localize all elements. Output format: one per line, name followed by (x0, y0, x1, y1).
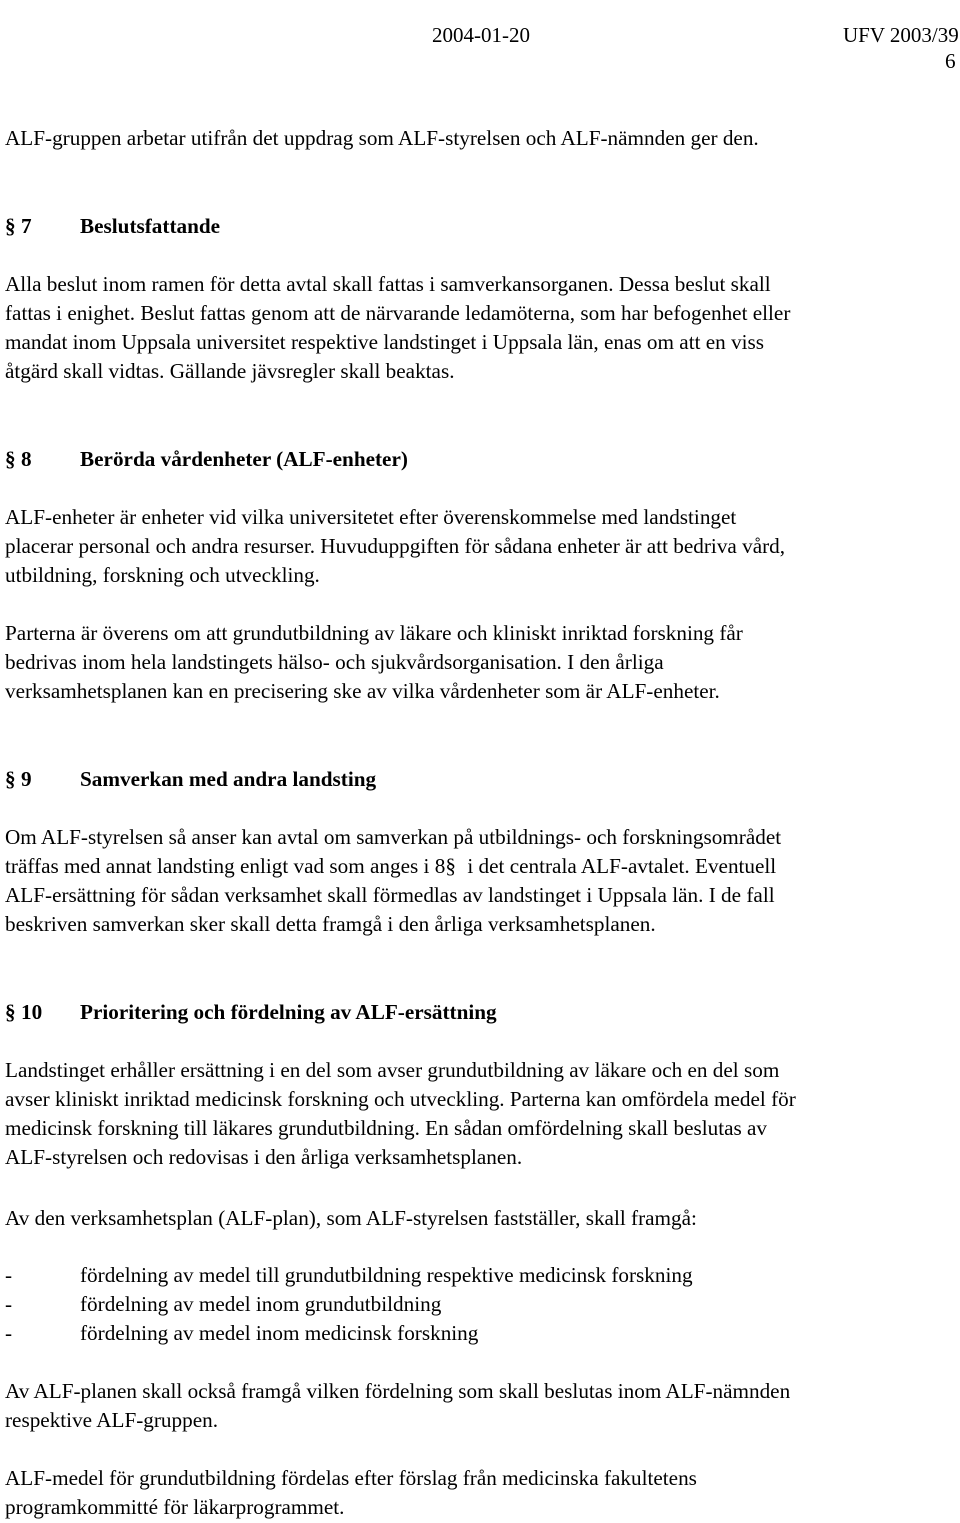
section-title: Berörda vårdenheter (ALF-enheter) (80, 447, 408, 471)
intro-paragraph (5, 124, 955, 153)
section-9-paragraph (5, 823, 955, 939)
list-marker: - (5, 1292, 13, 1316)
text-line: ALF-ersättning för sådan verksamhet skall förmedlas av landstinget i Uppsala län. I de fall (5, 883, 775, 907)
section-number: 8 (21, 447, 32, 471)
section-10-heading (5, 997, 497, 1027)
text-line: ALF-styrelsen och redovisas i den årliga verksamhetsplanen. (5, 1145, 523, 1169)
section-title: Beslutsfattande (80, 214, 221, 238)
list-marker: - (5, 1263, 13, 1287)
text-line: Alla beslut inom ramen för detta avtal skall fattas i samverkansorganen. Dessa beslut skall (5, 272, 771, 296)
section-8-heading (5, 444, 408, 474)
section-7-heading (5, 211, 220, 241)
section-title: Samverkan med andra landsting (80, 767, 377, 791)
text-line: bedrivas inom hela landstingets hälso- och sjukvårdsorganisation. I den årliga (5, 650, 664, 674)
section-number: 7 (21, 214, 32, 238)
document-reference: UFV 2003/39 (843, 23, 959, 47)
text-line: beskriven samverkan sker skall detta framgå i den årliga verksamhetsplanen. (5, 912, 656, 936)
list-item-text: fördelning av medel till grundutbildning respektive medicinsk forskning (80, 1263, 693, 1287)
text-line: ALF-gruppen arbetar utifrån det uppdrag som ALF-styrelsen och ALF-nämnden ger den. (5, 126, 759, 150)
text-fragment: träffas med annat landsting enligt vad som anges i 8 (5, 854, 446, 878)
section-sign-icon: § (5, 767, 16, 791)
text-line: respektive ALF-gruppen. (5, 1408, 219, 1432)
section-10-paragraph-1 (5, 1056, 955, 1172)
list-item (5, 1261, 693, 1290)
text-line: Av ALF-planen skall också framgå vilken fördelning som skall beslutas inom ALF-nämnden (5, 1379, 791, 1403)
section-9-heading (5, 764, 376, 794)
text-line: Om ALF-styrelsen så anser kan avtal om samverkan på utbildnings- och forskningsområdet (5, 825, 782, 849)
text-line: Av den verksamhetsplan (ALF-plan), som ALF-styrelsen fastställer, skall framgå: (5, 1206, 697, 1230)
list-item-text: fördelning av medel inom medicinsk forskning (80, 1321, 479, 1345)
text-line: ALF-enheter är enheter vid vilka universitetet efter överenskommelse med landstinget (5, 505, 737, 529)
list-item (5, 1290, 441, 1319)
section-number: 10 (21, 1000, 43, 1024)
section-sign-icon: § (5, 447, 16, 471)
section-title: Prioritering och fördelning av ALF-ersättning (80, 1000, 497, 1024)
document-date: 2004-01-20 (432, 23, 530, 47)
text-line: avser kliniskt inriktad medicinsk forskning och utveckling. Parterna kan omfördela medel för (5, 1087, 796, 1111)
list-marker: - (5, 1321, 13, 1345)
section-sign-icon: § (5, 1000, 16, 1024)
section-number: 9 (21, 767, 32, 791)
section-10-paragraph-2 (5, 1204, 955, 1233)
text-line: medicinsk forskning till läkares grundutbildning. En sådan omfördelning skall beslutas av (5, 1116, 768, 1140)
text-line: programkommitté för läkarprogrammet. (5, 1495, 345, 1519)
text-line: placerar personal och andra resurser. Huvuduppgiften för sådana enheter är att bedriva vård, (5, 534, 786, 558)
section-10-paragraph-4 (5, 1464, 955, 1522)
section-8-paragraph-1 (5, 503, 955, 590)
text-line: åtgärd skall vidtas. Gällande jävsregler skall beaktas. (5, 359, 455, 383)
text-line (5, 852, 955, 881)
section-7-paragraph (5, 270, 955, 386)
section-8-paragraph-2 (5, 619, 955, 706)
section-sign-icon: § (5, 214, 16, 238)
text-line: Parterna är överens om att grundutbildning av läkare och kliniskt inriktad forskning får (5, 621, 743, 645)
list-item-text: fördelning av medel inom grundutbildning (80, 1292, 442, 1316)
text-line: verksamhetsplanen kan en precisering ske av vilka vårdenheter som är ALF-enheter. (5, 679, 720, 703)
list-item (5, 1319, 478, 1348)
text-fragment: i det centrala ALF-avtalet. Eventuell (467, 854, 777, 878)
text-line: utbildning, forskning och utveckling. (5, 563, 320, 587)
text-line: mandat inom Uppsala universitet respektive landstinget i Uppsala län, enas om att en viss (5, 330, 765, 354)
text-line: ALF-medel för grundutbildning fördelas efter förslag från medicinska fakultetens (5, 1466, 697, 1490)
text-line: Landstinget erhåller ersättning i en del som avser grundutbildning av läkare och en del som (5, 1058, 780, 1082)
section-sign-icon: § (445, 854, 456, 878)
text-line: fattas i enighet. Beslut fattas genom att de närvarande ledamöterna, som har befogenhet eller (5, 301, 791, 325)
page-number: 6 (945, 49, 956, 73)
section-10-paragraph-3 (5, 1377, 955, 1435)
